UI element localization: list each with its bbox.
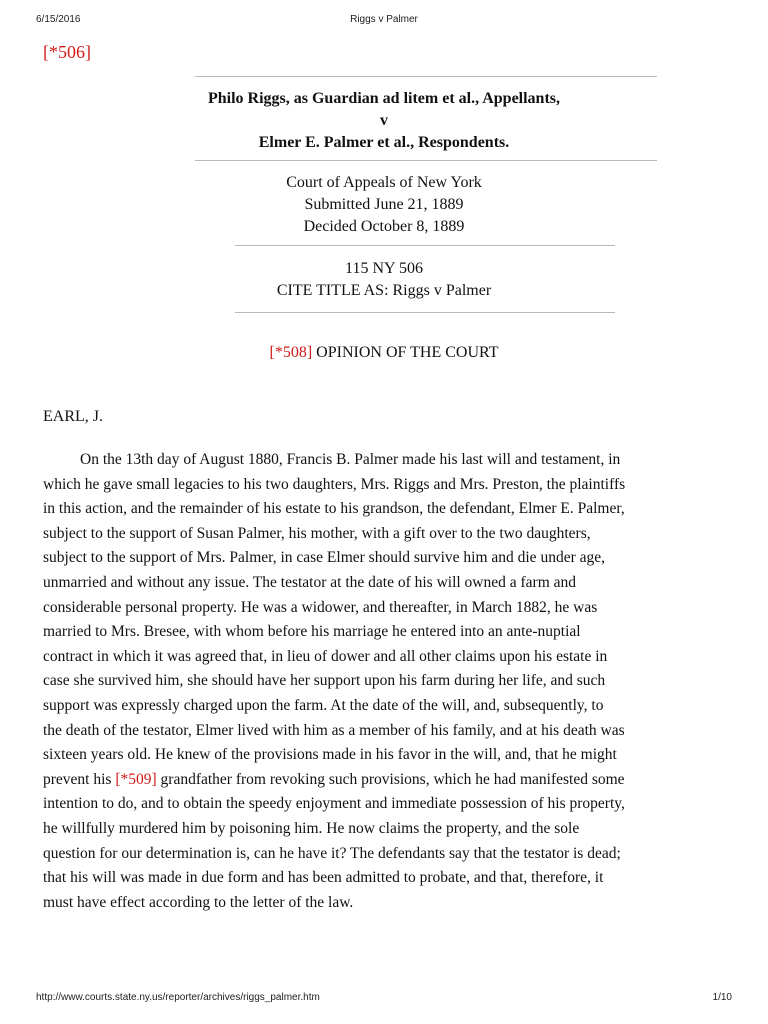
paragraph-line: subject to the support of Susan Palmer, his mother, with a gift over to the two daughters,	[43, 524, 591, 542]
print-title: Riggs v Palmer	[350, 14, 418, 25]
paragraph-line: case she survived him, she should have her support upon his farm during her life, and such	[43, 672, 606, 690]
court-name: Court of Appeals of New York	[286, 174, 482, 191]
line-text: grandfather from revoking such provisions, which he had manifested some	[156, 770, 625, 788]
paragraph-line: unmarried and without any issue. The testator at the date of his will owned a farm and	[43, 573, 577, 591]
print-url[interactable]: http://www.courts.state.ny.us/reporter/archives/riggs_palmer.htm	[36, 992, 320, 1003]
line-text: prevent his	[43, 770, 116, 788]
paragraph-line: that his will was made in due form and has been admitted to probate, and that, therefore, it	[43, 869, 604, 887]
paragraph-line: in this action, and the remainder of his estate to his grandson, the defendant, Elmer E. Palmer,	[43, 500, 625, 518]
print-footer	[36, 992, 732, 1006]
opinion-paragraph	[43, 448, 724, 915]
print-date: 6/15/2016	[36, 14, 81, 25]
paragraph-line: subject to the support of Mrs. Palmer, in case Elmer should survive him and die under age,	[43, 549, 605, 567]
paragraph-line: married to Mrs. Bresee, with whom before his marriage he entered into an ante-nuptial	[43, 623, 581, 641]
court-info	[0, 172, 768, 238]
paragraph-line: support was expressly charged upon the farm. At the date of the will, and, subsequently, to	[43, 696, 604, 714]
paragraph-line: sixteen years old. He knew of the provisions made in his favor in the will, and, that he might	[43, 746, 617, 764]
paragraph-line: On the 13th day of August 1880, Francis B. Palmer made his last will and testament, in	[80, 451, 621, 468]
divider	[235, 245, 615, 246]
paragraph-line: must have effect according to the letter of the law.	[43, 893, 354, 911]
divider	[195, 76, 657, 77]
judge-name: EARL, J.	[43, 408, 103, 425]
opinion-heading-text: OPINION OF THE COURT	[312, 344, 499, 361]
appellants-line: Philo Riggs, as Guardian ad litem et al., Appellants,	[207, 90, 561, 107]
citation-block	[0, 258, 768, 302]
submitted-date: Submitted June 21, 1889	[304, 196, 464, 213]
decided-date: Decided October 8, 1889	[303, 218, 465, 235]
versus-line: v	[380, 112, 388, 129]
paragraph-line	[43, 768, 724, 793]
print-header	[36, 14, 732, 28]
divider	[195, 160, 657, 161]
opinion-heading	[0, 342, 768, 364]
paragraph-line: contract in which it was agreed that, in lieu of dower and all other claims upon his estate in	[43, 647, 608, 665]
page-marker-508[interactable]: [*508]	[269, 344, 313, 361]
divider	[235, 312, 615, 313]
paragraph-line: considerable personal property. He was a widower, and thereafter, in March 1882, he was	[43, 598, 598, 616]
respondents-line: Elmer E. Palmer et al., Respondents.	[258, 134, 510, 151]
print-page-number: 1/10	[712, 992, 732, 1003]
page-marker-509[interactable]: [*509]	[115, 770, 157, 788]
paragraph-line: he willfully murdered him by poisoning him. He now claims the property, and the sole	[43, 819, 580, 837]
reporter-citation: 115 NY 506	[345, 260, 423, 277]
paragraph-line: which he gave small legacies to his two daughters, Mrs. Riggs and Mrs. Preston, the plaintiffs	[43, 475, 626, 493]
paragraph-line: question for our determination is, can he have it? The defendants say that the testator is dead;	[43, 844, 621, 862]
case-parties	[0, 88, 768, 154]
paragraph-line: intention to do, and to obtain the speedy enjoyment and immediate possession of his property,	[43, 795, 625, 813]
paragraph-line: the death of the testator, Elmer lived with him as a member of his family, and at his death was	[43, 721, 625, 739]
cite-title: CITE TITLE AS: Riggs v Palmer	[276, 282, 492, 299]
page-marker-506[interactable]: [*506]	[43, 42, 91, 62]
